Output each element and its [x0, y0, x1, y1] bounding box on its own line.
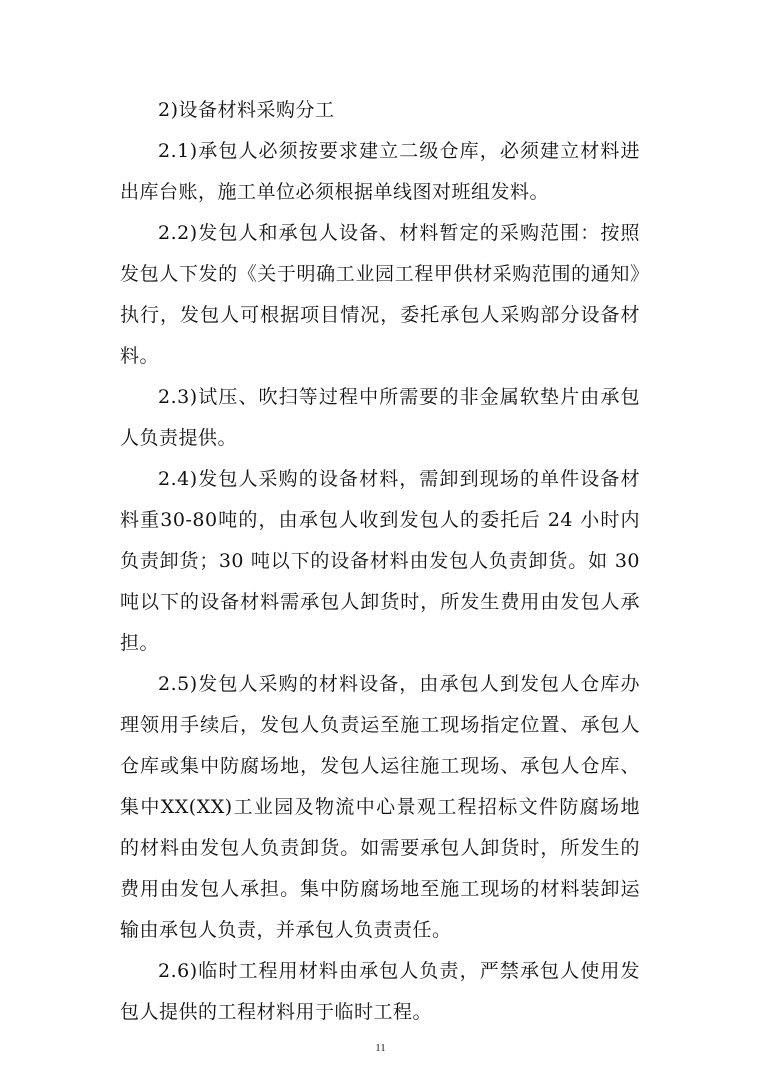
paragraph-2-1: 2.1)承包人必须按要求建立二级仓库，必须建立材料进出库台账，施工单位必须根据单线图对班组发料。	[120, 140, 640, 203]
paragraph-2-3: 2.3)试压、吹扫等过程中所需要的非金属软垫片由承包人负责提供。	[120, 386, 640, 449]
paragraph-2-5: 2.5)发包人采购的材料设备，由承包人到发包人仓库办理领用手续后，发包人负责运至施工现场指定位置、承包人仓库或集中防腐场地，发包人运往施工现场、承包人仓库、集中XX(XX)工业园及物流中心景观工程招标文件防腐场地的材料由发包人负责卸货。如需要承包人卸货时，所发生的费用由发包人承担。集中防腐场地至施工现场的材料装卸运输由承包人负责，并承包人负责责任。	[120, 673, 640, 941]
paragraph-2-6: 2.6)临时工程用材料由承包人负责，严禁承包人使用发包人提供的工程材料用于临时工程。	[120, 960, 640, 1023]
paragraph-2-2: 2.2)发包人和承包人设备、材料暂定的采购范围：按照发包人下发的《关于明确工业园工程甲供材采购范围的通知》执行，发包人可根据项目情况，委托承包人采购部分设备材料。	[120, 222, 640, 367]
page-number: 11	[375, 1042, 386, 1054]
paragraph-2-4: 2.4)发包人采购的设备材料，需卸到现场的单件设备材料重30-80吨的，由承包人收到发包人的委托后 24 小时内负责卸货；30 吨以下的设备材料由发包人负责卸货。如 30 吨以下的设备材料需承包人卸货时，所发生费用由发包人承担。	[120, 468, 640, 654]
document-body	[120, 90, 640, 1033]
section-heading: 2)设备材料采购分工	[158, 99, 335, 121]
